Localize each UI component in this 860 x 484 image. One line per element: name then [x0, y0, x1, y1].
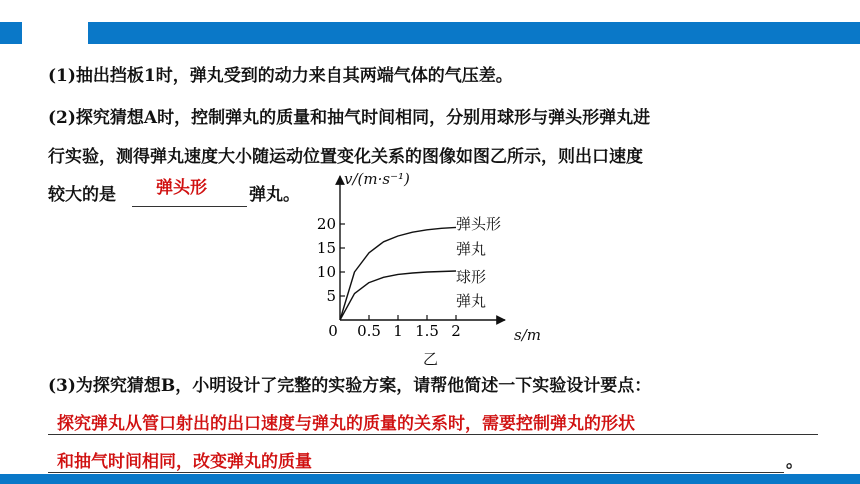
question-1: (1)抽出挡板1时，弹丸受到的动力来自其两端气体的气压差。 — [48, 66, 513, 86]
question-3-prompt: (3)为探究猜想B，小明设计了完整的实验方案，请帮他简述一下实验设计要点： — [48, 376, 652, 396]
question-2-line-1: (2)探究猜想A时，控制弹丸的质量和抽气时间相同，分别用球形与弹头形弹丸进 — [48, 108, 651, 128]
chart-curves — [340, 227, 456, 320]
x-tick-label: 1 — [393, 322, 403, 340]
question-2-prefix: 较大的是 — [48, 185, 116, 205]
end-mark: 。 — [786, 452, 803, 472]
origin-label: 0 — [328, 322, 338, 340]
series-label-sphere-line1: 球形 — [456, 268, 487, 286]
y-axis-label: v/(m·s⁻¹) — [344, 170, 410, 188]
x-tick-label: 1.5 — [415, 322, 439, 340]
header-bar — [88, 22, 860, 44]
x-tick-label: 0.5 — [357, 322, 381, 340]
question-2-suffix: 弹丸。 — [249, 185, 300, 205]
series-label-sphere-line2: 弹丸 — [456, 292, 487, 310]
answer-blank-underline — [132, 206, 247, 207]
figure-caption: 乙 — [423, 350, 439, 368]
x-axis-label: s/m — [514, 326, 541, 344]
series-label-bullet-line1: 弹头形 — [456, 215, 502, 233]
x-tick-label: 2 — [451, 322, 461, 340]
answer-line-2: 和抽气时间相同，改变弹丸的质量 — [57, 452, 312, 472]
answer-shape: 弹头形 — [156, 178, 207, 198]
y-ticks — [317, 215, 345, 305]
answer-underline-1 — [48, 434, 818, 435]
answer-underline-2 — [48, 472, 784, 473]
series-label-bullet-line2: 弹丸 — [456, 240, 487, 258]
y-tick-label: 10 — [316, 263, 336, 281]
y-tick-label: 20 — [316, 215, 336, 233]
header-bar-left — [0, 22, 22, 44]
question-2-line-2: 行实验，测得弹丸速度大小随运动位置变化关系的图像如图乙所示，则出口速度 — [48, 147, 643, 167]
sphere-curve — [340, 271, 456, 320]
y-tick-label: 15 — [316, 239, 336, 257]
x-ticks — [357, 315, 461, 340]
y-tick-label: 5 — [326, 287, 336, 305]
answer-line-1: 探究弹丸从管口射出的出口速度与弹丸的质量的关系时，需要控制弹丸的形状 — [57, 414, 635, 434]
footer-bar — [0, 474, 860, 484]
